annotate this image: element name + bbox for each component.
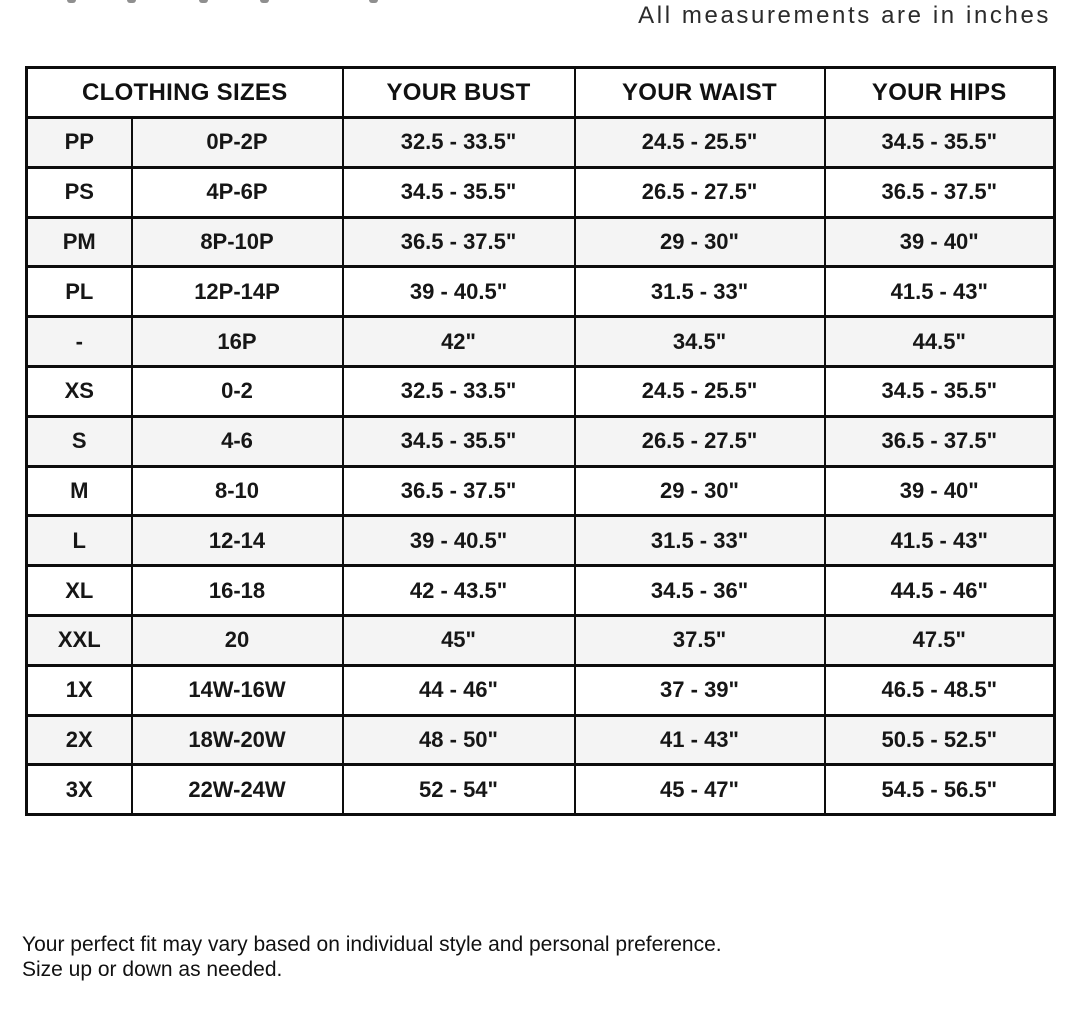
waist-cell: 34.5 - 36"	[575, 566, 825, 616]
waist-cell: 24.5 - 25.5"	[575, 118, 825, 168]
hips-cell: 44.5 - 46"	[825, 566, 1055, 616]
size-code-cell: PM	[27, 217, 132, 267]
size-table-row	[27, 715, 1055, 765]
size-range-cell: 0-2	[132, 366, 343, 416]
size-table-row	[27, 466, 1055, 516]
size-code-cell: PP	[27, 118, 132, 168]
size-table-row	[27, 217, 1055, 267]
hips-cell: 41.5 - 43"	[825, 267, 1055, 317]
size-table-row	[27, 416, 1055, 466]
size-table-row	[27, 615, 1055, 665]
waist-cell: 37 - 39"	[575, 665, 825, 715]
waist-cell: 31.5 - 33"	[575, 267, 825, 317]
size-range-cell: 8-10	[132, 466, 343, 516]
bust-cell: 36.5 - 37.5"	[343, 217, 575, 267]
size-range-cell: 12-14	[132, 516, 343, 566]
size-range-cell: 16-18	[132, 566, 343, 616]
measurement-units-note: All measurements are in inches	[638, 2, 1051, 29]
descender-mark	[127, 0, 136, 3]
size-range-cell: 22W-24W	[132, 765, 343, 815]
hips-cell: 34.5 - 35.5"	[825, 366, 1055, 416]
descender-mark	[199, 0, 208, 3]
fit-disclaimer-line1: Your perfect fit may vary based on individual style and personal preference.	[22, 933, 722, 956]
header-your-bust: YOUR BUST	[343, 68, 575, 118]
waist-cell: 26.5 - 27.5"	[575, 416, 825, 466]
size-code-cell: PL	[27, 267, 132, 317]
bust-cell: 36.5 - 37.5"	[343, 466, 575, 516]
descender-mark	[67, 0, 76, 3]
bust-cell: 44 - 46"	[343, 665, 575, 715]
size-range-cell: 14W-16W	[132, 665, 343, 715]
size-code-cell: PS	[27, 167, 132, 217]
size-range-cell: 12P-14P	[132, 267, 343, 317]
size-range-cell: 0P-2P	[132, 118, 343, 168]
hips-cell: 50.5 - 52.5"	[825, 715, 1055, 765]
size-range-cell: 16P	[132, 317, 343, 367]
bust-cell: 32.5 - 33.5"	[343, 118, 575, 168]
waist-cell: 31.5 - 33"	[575, 516, 825, 566]
bust-cell: 42 - 43.5"	[343, 566, 575, 616]
size-code-cell: -	[27, 317, 132, 367]
size-table-body	[27, 118, 1055, 815]
hips-cell: 46.5 - 48.5"	[825, 665, 1055, 715]
header-your-hips: YOUR HIPS	[825, 68, 1055, 118]
bust-cell: 39 - 40.5"	[343, 516, 575, 566]
size-code-cell: M	[27, 466, 132, 516]
descender-mark	[260, 0, 269, 3]
bust-cell: 42"	[343, 317, 575, 367]
hips-cell: 34.5 - 35.5"	[825, 118, 1055, 168]
size-table-row	[27, 516, 1055, 566]
fit-disclaimer-line2: Size up or down as needed.	[22, 957, 283, 981]
hips-cell: 44.5"	[825, 317, 1055, 367]
hips-cell: 54.5 - 56.5"	[825, 765, 1055, 815]
header-row	[27, 68, 1055, 118]
bust-cell: 39 - 40.5"	[343, 267, 575, 317]
size-table-row	[27, 566, 1055, 616]
hips-cell: 36.5 - 37.5"	[825, 167, 1055, 217]
fit-disclaimer	[22, 933, 722, 982]
waist-cell: 37.5"	[575, 615, 825, 665]
size-range-cell: 4P-6P	[132, 167, 343, 217]
waist-cell: 34.5"	[575, 317, 825, 367]
size-table-header	[27, 68, 1055, 118]
size-code-cell: 1X	[27, 665, 132, 715]
descender-mark	[369, 0, 378, 3]
size-code-cell: S	[27, 416, 132, 466]
size-table-row	[27, 118, 1055, 168]
size-code-cell: L	[27, 516, 132, 566]
size-code-cell: XXL	[27, 615, 132, 665]
bust-cell: 45"	[343, 615, 575, 665]
size-table-row	[27, 267, 1055, 317]
hips-cell: 47.5"	[825, 615, 1055, 665]
size-range-cell: 8P-10P	[132, 217, 343, 267]
size-range-cell: 4-6	[132, 416, 343, 466]
waist-cell: 29 - 30"	[575, 217, 825, 267]
bust-cell: 52 - 54"	[343, 765, 575, 815]
waist-cell: 45 - 47"	[575, 765, 825, 815]
hips-cell: 39 - 40"	[825, 466, 1055, 516]
hips-cell: 39 - 40"	[825, 217, 1055, 267]
waist-cell: 24.5 - 25.5"	[575, 366, 825, 416]
size-chart-table	[25, 66, 1056, 816]
waist-cell: 41 - 43"	[575, 715, 825, 765]
hips-cell: 36.5 - 37.5"	[825, 416, 1055, 466]
size-range-cell: 18W-20W	[132, 715, 343, 765]
waist-cell: 29 - 30"	[575, 466, 825, 516]
bust-cell: 34.5 - 35.5"	[343, 167, 575, 217]
size-code-cell: XS	[27, 366, 132, 416]
size-table-row	[27, 167, 1055, 217]
waist-cell: 26.5 - 27.5"	[575, 167, 825, 217]
size-code-cell: XL	[27, 566, 132, 616]
bust-cell: 34.5 - 35.5"	[343, 416, 575, 466]
hips-cell: 41.5 - 43"	[825, 516, 1055, 566]
size-code-cell: 2X	[27, 715, 132, 765]
size-table-row	[27, 665, 1055, 715]
header-clothing-sizes: CLOTHING SIZES	[27, 68, 343, 118]
size-table-row	[27, 765, 1055, 815]
bust-cell: 32.5 - 33.5"	[343, 366, 575, 416]
size-code-cell: 3X	[27, 765, 132, 815]
bust-cell: 48 - 50"	[343, 715, 575, 765]
header-your-waist: YOUR WAIST	[575, 68, 825, 118]
size-range-cell: 20	[132, 615, 343, 665]
size-table-row	[27, 366, 1055, 416]
size-table-row	[27, 317, 1055, 367]
